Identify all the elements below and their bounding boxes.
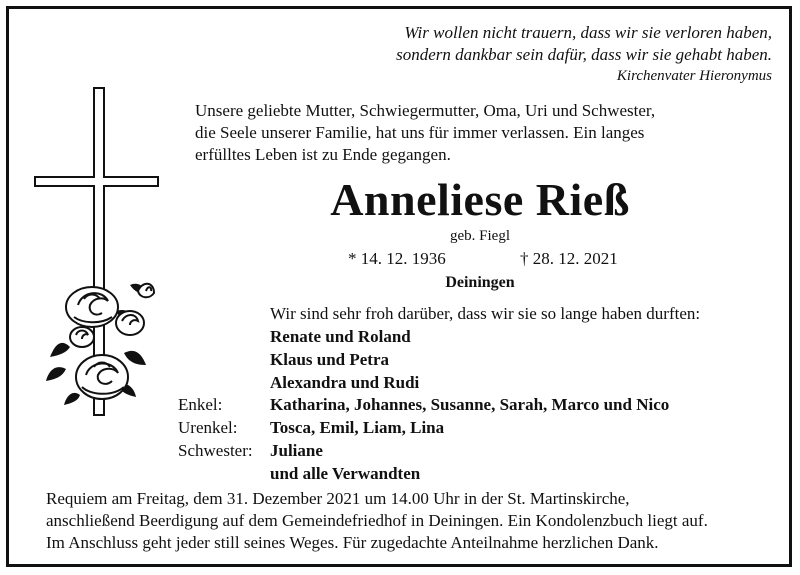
quote-line-1: Wir wollen nicht trauern, dass wir sie verloren haben, [404, 23, 772, 42]
footer-line-3: Im Anschluss geht jeder still seines Weges. Für zugedachte Anteilnahme herzlichen Dank. [46, 533, 659, 552]
footer-line-1: Requiem am Freitag, dem 31. Dezember 2021 um 14.00 Uhr in der St. Martinskirche, [46, 489, 630, 508]
service-info [46, 488, 708, 554]
mourners-list [178, 326, 669, 486]
mourner-names: Klaus und Petra [270, 349, 390, 369]
mourner-names: Tosca, Emil, Liam, Lina [270, 418, 445, 438]
mourner-names: Alexandra und Rudi [270, 372, 420, 392]
mourner-row [178, 349, 669, 372]
quote-line-2: sondern dankbar sein dafür, dass wir sie gehabt haben. [396, 45, 772, 64]
mourner-label [178, 349, 270, 372]
birth-name: geb. Fiegl [450, 228, 510, 244]
death-date: † 28. 12. 2021 [520, 249, 618, 268]
mourner-label: Schwester: [178, 440, 253, 460]
intro-line-1: Unsere geliebte Mutter, Schwiegermutter, Oma, Uri und Schwester, [195, 101, 656, 120]
mourner-row [178, 440, 669, 463]
quote-source: Kirchenvater Hieronymus [616, 68, 772, 84]
mourner-label [178, 372, 270, 395]
deceased-name: Anneliese Rieß [330, 174, 630, 225]
mourner-label: Urenkel: [178, 418, 238, 438]
gratitude-line: Wir sind sehr froh darüber, dass wir sie so lange haben durften: [270, 304, 701, 323]
mourner-label [178, 463, 270, 486]
mourner-names: und alle Verwandten [270, 463, 421, 483]
mourner-label: Enkel: [178, 395, 223, 415]
mourner-row [178, 394, 669, 417]
intro-text [195, 100, 715, 166]
place: Deiningen [445, 274, 515, 291]
birth-date: * 14. 12. 1936 [348, 249, 446, 268]
cross-with-roses-icon [30, 85, 180, 440]
intro-line-2: die Seele unserer Familie, hat uns für immer verlassen. Ein langes [195, 123, 645, 142]
mourner-names: Katharina, Johannes, Susanne, Sarah, Marco und Nico [270, 395, 670, 415]
mourner-row [178, 326, 669, 349]
mourner-row [178, 417, 669, 440]
mourner-names: Juliane [270, 440, 323, 460]
mourner-names: Renate und Roland [270, 327, 411, 346]
mourner-row [178, 372, 669, 395]
mourner-row [178, 463, 669, 486]
intro-line-3: erfülltes Leben ist zu Ende gegangen. [195, 145, 451, 164]
footer-line-2: anschließend Beerdigung auf dem Gemeindefriedhof in Deiningen. Ein Kondolenzbuch liegt auf. [46, 511, 708, 530]
quote [396, 22, 772, 86]
mourner-label [178, 326, 270, 349]
